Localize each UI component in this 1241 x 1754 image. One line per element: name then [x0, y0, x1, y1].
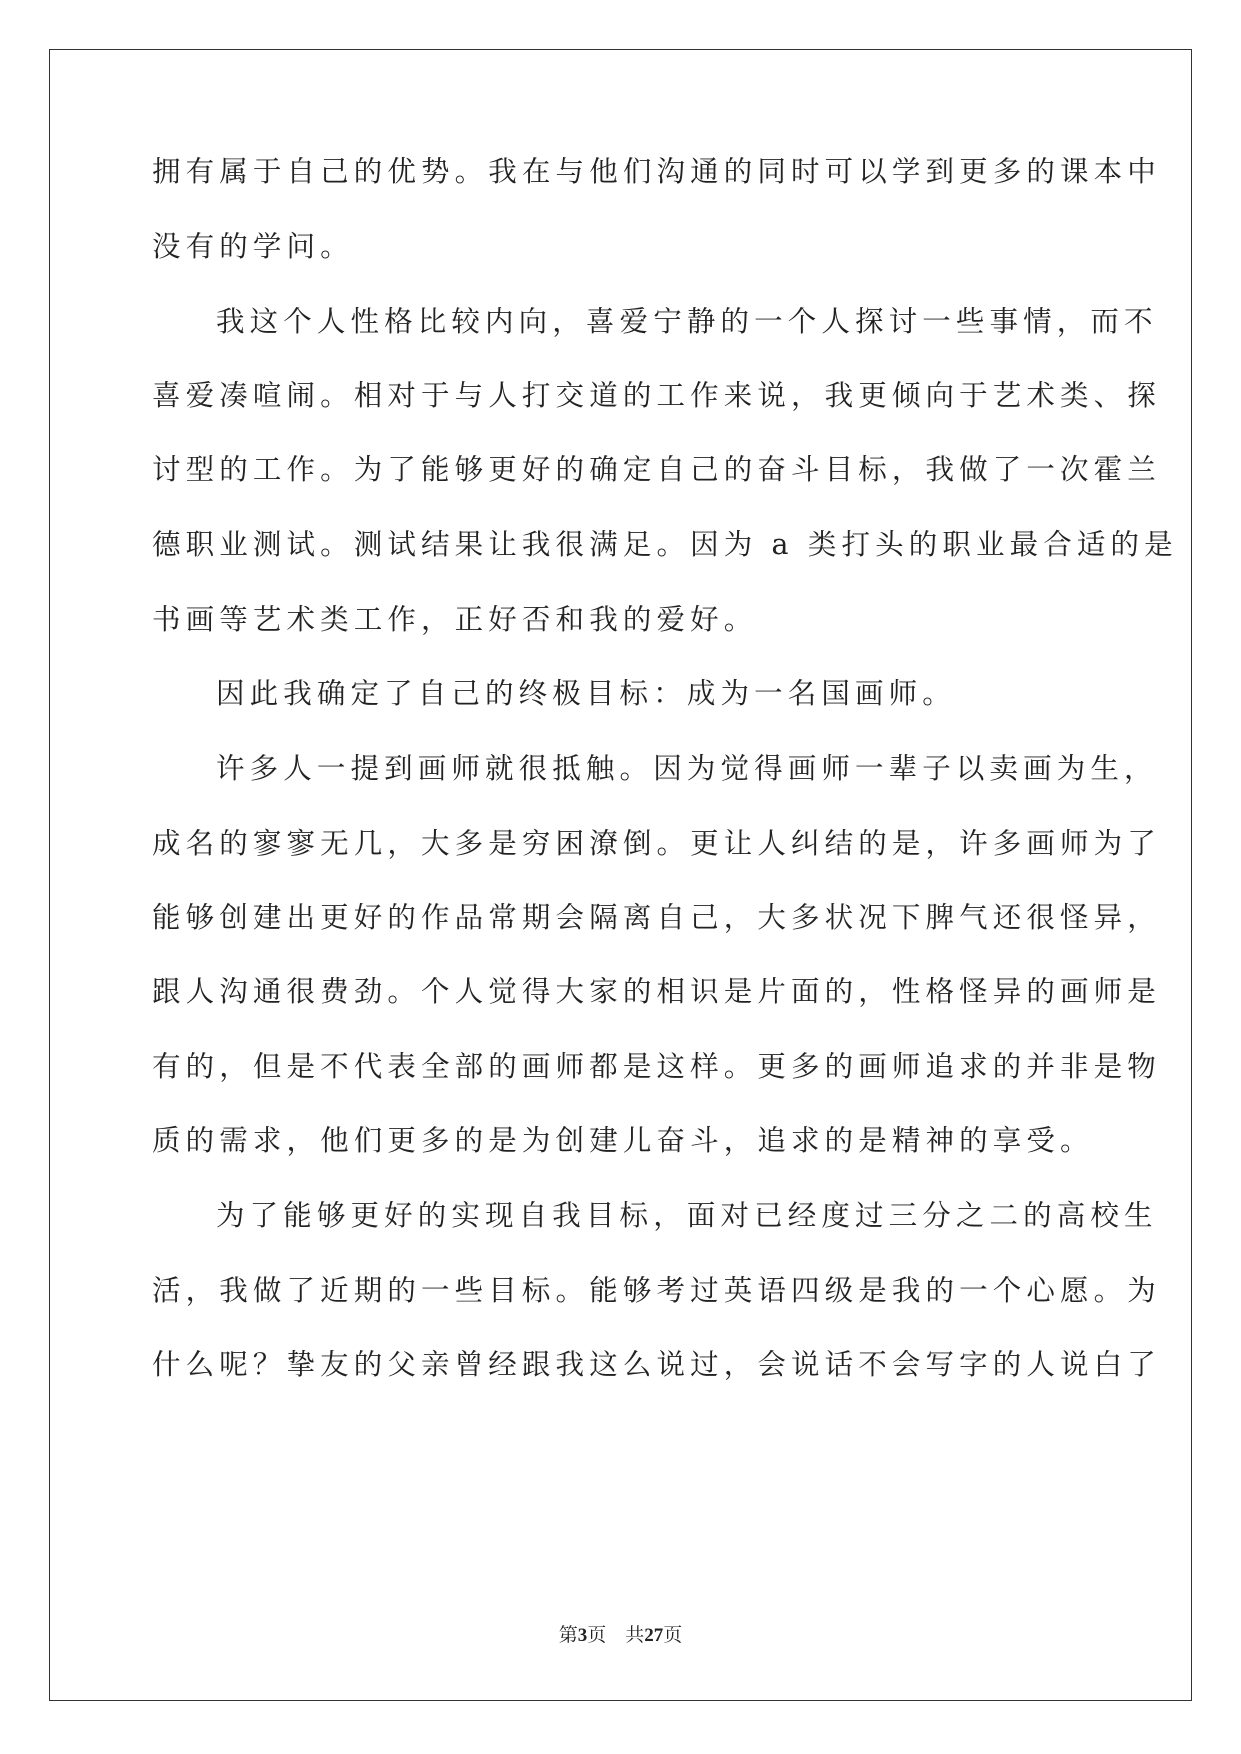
total-pages-number: 27: [644, 1625, 664, 1646]
paragraph-start-line: 许多人一提到画师就很抵触。因为觉得画师一辈子以卖画为生，: [216, 752, 1158, 785]
text-line: 有的，但是不代表全部的画师都是这样。更多的画师追求的并非是物: [152, 1050, 1161, 1083]
current-page-number: 3: [577, 1625, 588, 1646]
text-line: 成名的寥寥无几，大多是穷困潦倒。更让人纠结的是，许多画师为了: [152, 827, 1161, 860]
text-line: 质的需求，他们更多的是为创建儿奋斗，追求的是精神的享受。: [152, 1124, 1094, 1157]
footer-mid: 页 共: [587, 1625, 645, 1646]
text-line: 德职业测试。测试结果让我很满足。因为 a 类打头的职业最合适的是: [152, 528, 1178, 561]
paragraph-start-line: 为了能够更好的实现自我目标，面对已经度过三分之二的高校生: [216, 1199, 1158, 1232]
page-border: [49, 49, 1192, 1701]
page-footer: [0, 1620, 1241, 1647]
text-line: 讨型的工作。为了能够更好的确定自己的奋斗目标，我做了一次霍兰: [152, 453, 1161, 486]
text-line: 书画等艺术类工作，正好否和我的爱好。: [152, 603, 758, 636]
text-line: 活，我做了近期的一些目标。能够考过英语四级是我的一个心愿。为: [152, 1274, 1161, 1307]
text-line: 跟人沟通很费劲。个人觉得大家的相识是片面的，性格怪异的画师是: [152, 975, 1161, 1008]
text-line: 没有的学问。: [152, 230, 354, 263]
text-line: 能够创建出更好的作品常期会隔离自己，大多状况下脾气还很怪异，: [152, 901, 1161, 934]
paragraph-start-line: 我这个人性格比较内向，喜爱宁静的一个人探讨一些事情，而不: [216, 305, 1158, 338]
text-line: 拥有属于自己的优势。我在与他们沟通的同时可以学到更多的课本中: [152, 155, 1161, 188]
text-line: 什么呢？挚友的父亲曾经跟我这么说过，会说话不会写字的人说白了: [152, 1348, 1161, 1381]
text-line: 喜爱凑喧闹。相对于与人打交道的工作来说，我更倾向于艺术类、探: [152, 379, 1161, 412]
footer-suffix: 页: [663, 1625, 683, 1646]
paragraph-start-line: 因此我确定了自己的终极目标：成为一名国画师。: [216, 677, 956, 710]
footer-prefix: 第: [558, 1625, 578, 1646]
